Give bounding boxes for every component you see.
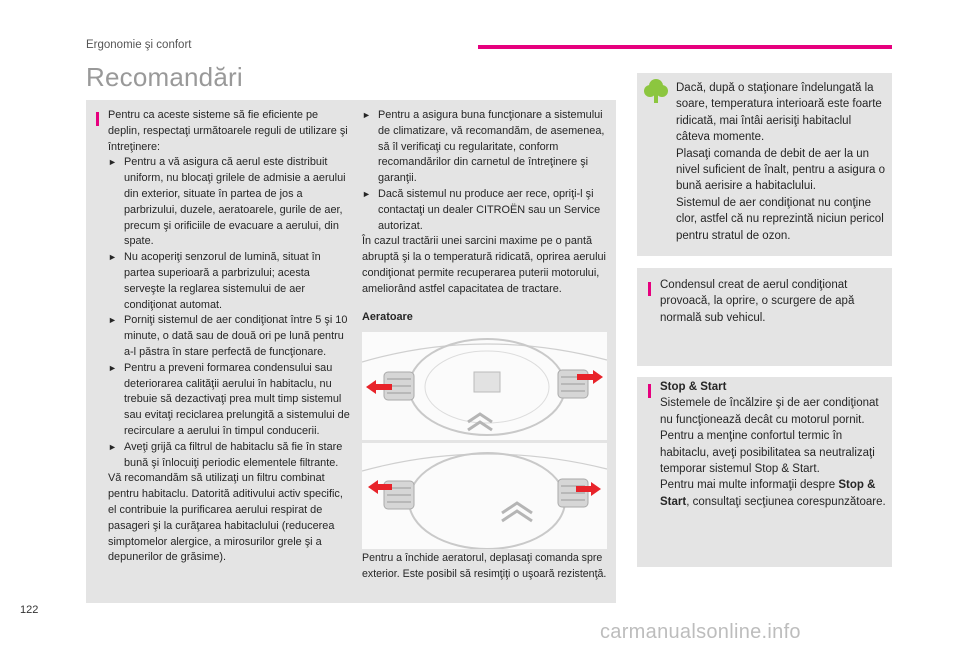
list-item: ► Dacă sistemul nu produce aer rece, opriţi-l şi contactaţi un dealer CITROËN sau un Service autorizat. <box>362 187 601 232</box>
middle-column <box>362 108 610 298</box>
stopstart-text <box>660 379 888 510</box>
arrow-right-icon: ► <box>108 252 117 263</box>
list-item: ► Pentru a asigura buna funcţionare a sistemului de climatizare, vă recomandăm, de asemenea, să îl verificaţi cu regularitate, conform recomandărilor din carnetul de întreţinere şi garanţii. <box>362 109 605 185</box>
list-item: ► Nu acoperiţi senzorul de lumină, situat în partea superioară a parbrizului; acesta serveşte la reglarea sistemului de aer condiţionat automat. <box>108 251 321 311</box>
towing-text: În cazul tractării unei sarcini maxime pe o pantă abruptă şi la o temperatură ridicată, oprirea aerului condiţionat permite recuperarea puterii motorului, ameliorând astfel capacitatea de tractare. <box>362 235 606 295</box>
vent-illustration-open <box>362 332 607 440</box>
header-accent-line <box>478 45 892 49</box>
stopstart-title: Stop & Start <box>660 381 727 393</box>
arrow-right-icon: ► <box>108 441 117 452</box>
left-column <box>108 108 353 566</box>
arrow-right-icon: ► <box>108 315 117 326</box>
tree-icon <box>644 78 668 104</box>
filter-recommendation: Vă recomandăm să utilizaţi un filtru combinat pentru habitaclu. Datorită aditivului activ specific, el contribuie la purificarea aerului respirat de pasageri şi la curăţarea habitaclului (reducerea simptomelor alergice, a mirosurilor grele şi a depunerilor de grăsime). <box>108 472 343 564</box>
page-number: 122 <box>20 604 39 616</box>
list-item: ► Pentru a preveni formarea condensului sau deteriorarea calităţii aerului în habitaclu, nu trebuie să dezactivaţi prea mult timp sistemul sau evitaţi reciclarea prelungită a sistemului de recirculare a aerului în timpul conducerii. <box>108 361 350 437</box>
info-marker-icon <box>648 384 651 398</box>
list-item: ► Pentru a vă asigura că aerul este distribuit uniform, nu blocaţi grilele de admisie a aerului din exterior, situate în partea de jos a parbrizului, duzele, aeratoarele, gurile de aer, precum şi orificiile de evacuare a aerului, din spate. <box>108 156 346 248</box>
arrow-right-icon: ► <box>362 110 371 120</box>
vent-illustration-closed <box>362 443 607 549</box>
page-title: Recomandări <box>86 62 243 92</box>
info-marker-icon <box>96 112 99 126</box>
arrow-right-icon: ► <box>108 157 117 168</box>
stopstart-paragraph: Sistemele de încălzire şi de aer condiţionat nu funcţionează decât cu motorul pornit. <box>660 397 879 426</box>
eco-text: Dacă, după o staţionare îndelungată la soare, temperatura interioară este foarte ridicată, mai întâi aerisiţi habitaclul câteva momente. Plasaţi comanda de debit de aer la un nivel suficient de înalt, pentru a asigura o bună aerisire a habitaclului. Sistemul de aer condiţionat nu conţine clor, astfel că nu reprezintă niciun pericol pentru stratul de ozon. <box>676 82 886 242</box>
vents-heading: Aeratoare <box>362 311 413 323</box>
intro-text: Pentru ca aceste sisteme să fie eficiente pe deplin, respectaţi următoarele reguli de utilizare şi întreţinere: <box>108 109 348 153</box>
list-item: ► Porniţi sistemul de aer condiţionat între 5 şi 10 minute, o dată sau de două ori pe lună pentru a-l păstra în stare perfectă de funcţionare. <box>108 314 348 358</box>
list-item: ► Aveţi grijă ca filtrul de habitaclu să fie în stare bună şi înlocuiţi periodic elementele filtrante. <box>108 440 343 469</box>
section-header: Ergonomie şi confort <box>86 39 192 51</box>
vents-caption: Pentru a închide aeratorul, deplasaţi comanda spre exterior. Este posibil să resimţiţi o uşoară rezistenţă. <box>362 552 607 580</box>
condensation-text: Condensul creat de aerul condiţionat provoacă, la oprire, o scurgere de apă normală sub vehicul. <box>660 279 855 324</box>
watermark: carmanualsonline.info <box>600 621 801 643</box>
arrow-right-icon: ► <box>362 188 371 199</box>
stopstart-paragraph: Pentru mai multe informaţii despre Stop & Start, consultaţi secţiunea corespunzătoare. <box>660 479 886 508</box>
stopstart-paragraph: Pentru a menţine confortul termic în habitaclu, aveţi posibilitatea sa neutralizaţi temporar sistemul Stop & Start. <box>660 430 875 476</box>
info-marker-icon <box>648 282 651 296</box>
arrow-right-icon: ► <box>108 362 117 373</box>
